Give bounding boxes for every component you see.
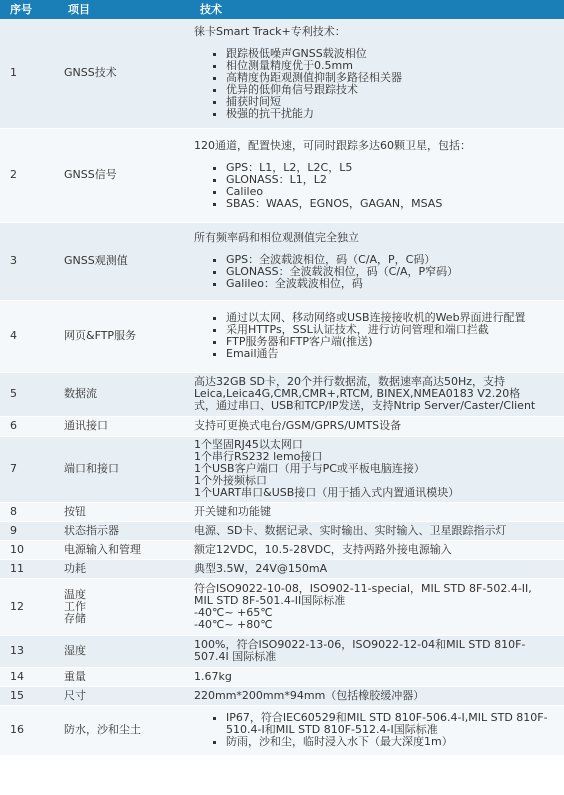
row-number: 10 (0, 540, 58, 559)
row-number: 1 (0, 19, 58, 128)
row-item: 湿度 (58, 635, 190, 667)
row-tech (190, 635, 564, 667)
row-item: 尺寸 (58, 686, 190, 705)
row-item-line: 存储 (64, 611, 86, 625)
row-number: 16 (0, 705, 58, 755)
tech-bullet-list (194, 162, 562, 210)
row-tech (190, 128, 564, 222)
tech-line: Leica,Leica4G,CMR,CMR+,RTCM, BINEX,NMEA0183 V2.20格 (194, 387, 521, 400)
tech-line: 式，通过串口、USB和TCP/IP发送，支持Ntrip Server/Caster/Client (194, 399, 536, 412)
row-tech (190, 416, 564, 436)
row-item: 电源输入和管理 (58, 540, 190, 559)
row-number: 12 (0, 578, 58, 635)
tech-bullet-list (194, 48, 562, 120)
row-tech (190, 559, 564, 578)
tech-bullet: ▪ IP67，符合IEC60529和MIL STD 810F-506.4-I,MIL STD 810F-510.4-I和MIL STD 810F-512.4-I国际标准 (226, 712, 562, 736)
tech-bullet: ▪ GPS：L1，L2，L2C，L5 (226, 162, 562, 174)
tech-line: 开关键和功能键 (194, 504, 271, 518)
row-tech (190, 521, 564, 540)
tech-line: 1个外接频标口 (194, 474, 267, 487)
table-row (0, 300, 564, 372)
row-tech (190, 300, 564, 372)
tech-bullet: ▪ SBAS：WAAS，EGNOS，GAGAN，MSAS (226, 198, 562, 210)
table-header-row (0, 0, 564, 19)
tech-line: 220mm*200mm*94mm（包括橡胶缓冲器） (194, 688, 425, 702)
row-tech (190, 436, 564, 502)
row-item: 重量 (58, 667, 190, 686)
tech-line: 1.67kg (194, 669, 232, 683)
row-item-line: 温度 (64, 587, 86, 601)
tech-bullet-list (194, 712, 562, 748)
row-tech (190, 19, 564, 128)
row-number: 7 (0, 436, 58, 502)
tech-bullet: ▪ 采用HTTPs，SSL认证技术，进行访问管理和端口拦截 (226, 324, 562, 336)
table-row (0, 521, 564, 540)
tech-bullet: ▪ 通过以太网、移动网络或USB连接接收机的Web界面进行配置 (226, 312, 562, 324)
tech-bullet: ▪ 优异的低仰角信号跟踪技术 (226, 84, 562, 96)
tech-bullet: ▪ GLONASS：L1，L2 (226, 174, 562, 186)
row-tech (190, 540, 564, 559)
row-tech (190, 667, 564, 686)
row-number: 8 (0, 502, 58, 521)
tech-line: MIL STD 8F-501.4-II国际标准 (194, 593, 346, 607)
row-item (58, 578, 190, 635)
row-item: GNSS观测值 (58, 222, 190, 300)
tech-bullet: ▪ GPS：全波载波相位，码（C/A，P，C码） (226, 254, 562, 266)
tech-line: 507.4I 国际标准 (194, 650, 277, 663)
row-item: 防水，沙和尘土 (58, 705, 190, 755)
tech-line: 典型3.5W，24V@150mA (194, 561, 328, 575)
tech-bullet: ▪ 防雨，沙和尘，临时浸入水下（最大深度1m） (226, 736, 562, 748)
tech-line: 额定12VDC，10.5-28VDC，支持两路外接电源输入 (194, 542, 452, 556)
tech-line: 1个坚固RJ45以太网口 (194, 438, 303, 451)
tech-intro: 所有频率码和相位观测值完全独立 (194, 231, 359, 244)
table-row (0, 222, 564, 300)
table-row (0, 19, 564, 128)
tech-bullet-list (194, 312, 562, 360)
tech-bullet: ▪ 跟踪极低噪声GNSS载波相位 (226, 48, 562, 60)
table-row (0, 372, 564, 416)
tech-bullet-list (194, 254, 562, 290)
row-item: 按钮 (58, 502, 190, 521)
row-item: 端口和接口 (58, 436, 190, 502)
header-tech: 技术 (190, 0, 564, 19)
row-tech (190, 222, 564, 300)
row-number: 3 (0, 222, 58, 300)
row-number: 13 (0, 635, 58, 667)
row-number: 4 (0, 300, 58, 372)
tech-bullet: ▪ Galileo：全波载波相位，码 (226, 278, 562, 290)
row-tech (190, 502, 564, 521)
tech-line: 符合ISO9022-10-08，ISO902-11-special，MIL STD 8F-502.4-II, (194, 581, 532, 595)
row-item: 数据流 (58, 372, 190, 416)
row-item-line: 工作 (64, 599, 86, 613)
table-row (0, 686, 564, 705)
tech-bullet: ▪ 极强的抗干扰能力 (226, 108, 562, 120)
table-row (0, 559, 564, 578)
tech-intro: 徕卡Smart Track+专利技术： (194, 25, 346, 39)
tech-bullet: ▪ 高精度伪距观测值抑制多路径相关器 (226, 72, 562, 84)
table-row (0, 502, 564, 521)
table-row (0, 635, 564, 667)
table-row (0, 705, 564, 755)
row-number: 9 (0, 521, 58, 540)
row-tech (190, 372, 564, 416)
row-number: 14 (0, 667, 58, 686)
row-tech (190, 686, 564, 705)
tech-bullet: ▪ Email通告 (226, 348, 562, 360)
row-tech (190, 578, 564, 635)
tech-bullet: ▪ GLONASS：全波载波相位，码（C/A，P窄码） (226, 266, 562, 278)
table-row (0, 667, 564, 686)
table-row (0, 578, 564, 635)
row-number: 11 (0, 559, 58, 578)
table-row (0, 128, 564, 222)
row-item: 网页&FTP服务 (58, 300, 190, 372)
tech-line: 支持可更换式电台/GSM/GPRS/UMTS设备 (194, 419, 402, 432)
row-item: GNSS信号 (58, 128, 190, 222)
header-item: 项目 (58, 0, 190, 19)
tech-line: 1个USB客户端口（用于与PC或平板电脑连接） (194, 462, 425, 475)
table-row (0, 436, 564, 502)
table-row (0, 540, 564, 559)
row-number: 15 (0, 686, 58, 705)
row-number: 2 (0, 128, 58, 222)
row-number: 5 (0, 372, 58, 416)
row-item: 通讯接口 (58, 416, 190, 436)
header-number: 序号 (0, 0, 58, 19)
tech-line: 100%，符合ISO9022-13-06，ISO9022-12-04和MIL STD 810F- (194, 638, 526, 651)
tech-bullet: ▪ 捕获时间短 (226, 96, 562, 108)
row-item: GNSS技术 (58, 19, 190, 128)
row-item: 功耗 (58, 559, 190, 578)
tech-line: -40℃~ +65℃ (194, 605, 273, 619)
tech-line: 高达32GB SD卡，20个并行数据流，数据速率高达50Hz，支持 (194, 375, 506, 388)
row-item: 状态指示器 (58, 521, 190, 540)
tech-line: 电源、SD卡、数据记录、实时输出、实时输入、卫星跟踪指示灯 (194, 523, 507, 537)
tech-line: 1个UART串口&USB接口（用于插入式内置通讯模块） (194, 486, 460, 499)
table-row (0, 416, 564, 436)
tech-intro: 120通道，配置快速，可同时跟踪多达60颗卫星，包括： (194, 139, 471, 152)
tech-bullet: ▪ FTP服务器和FTP客户端(推送) (226, 336, 562, 348)
tech-line: 1个串行RS232 lemo接口 (194, 450, 323, 463)
tech-bullet: ▪ 相位测量精度优于0.5mm (226, 60, 562, 72)
tech-line: -40℃~ +80℃ (194, 617, 273, 631)
row-number: 6 (0, 416, 58, 436)
tech-bullet: ▪ Calileo (226, 186, 562, 198)
row-tech (190, 705, 564, 755)
